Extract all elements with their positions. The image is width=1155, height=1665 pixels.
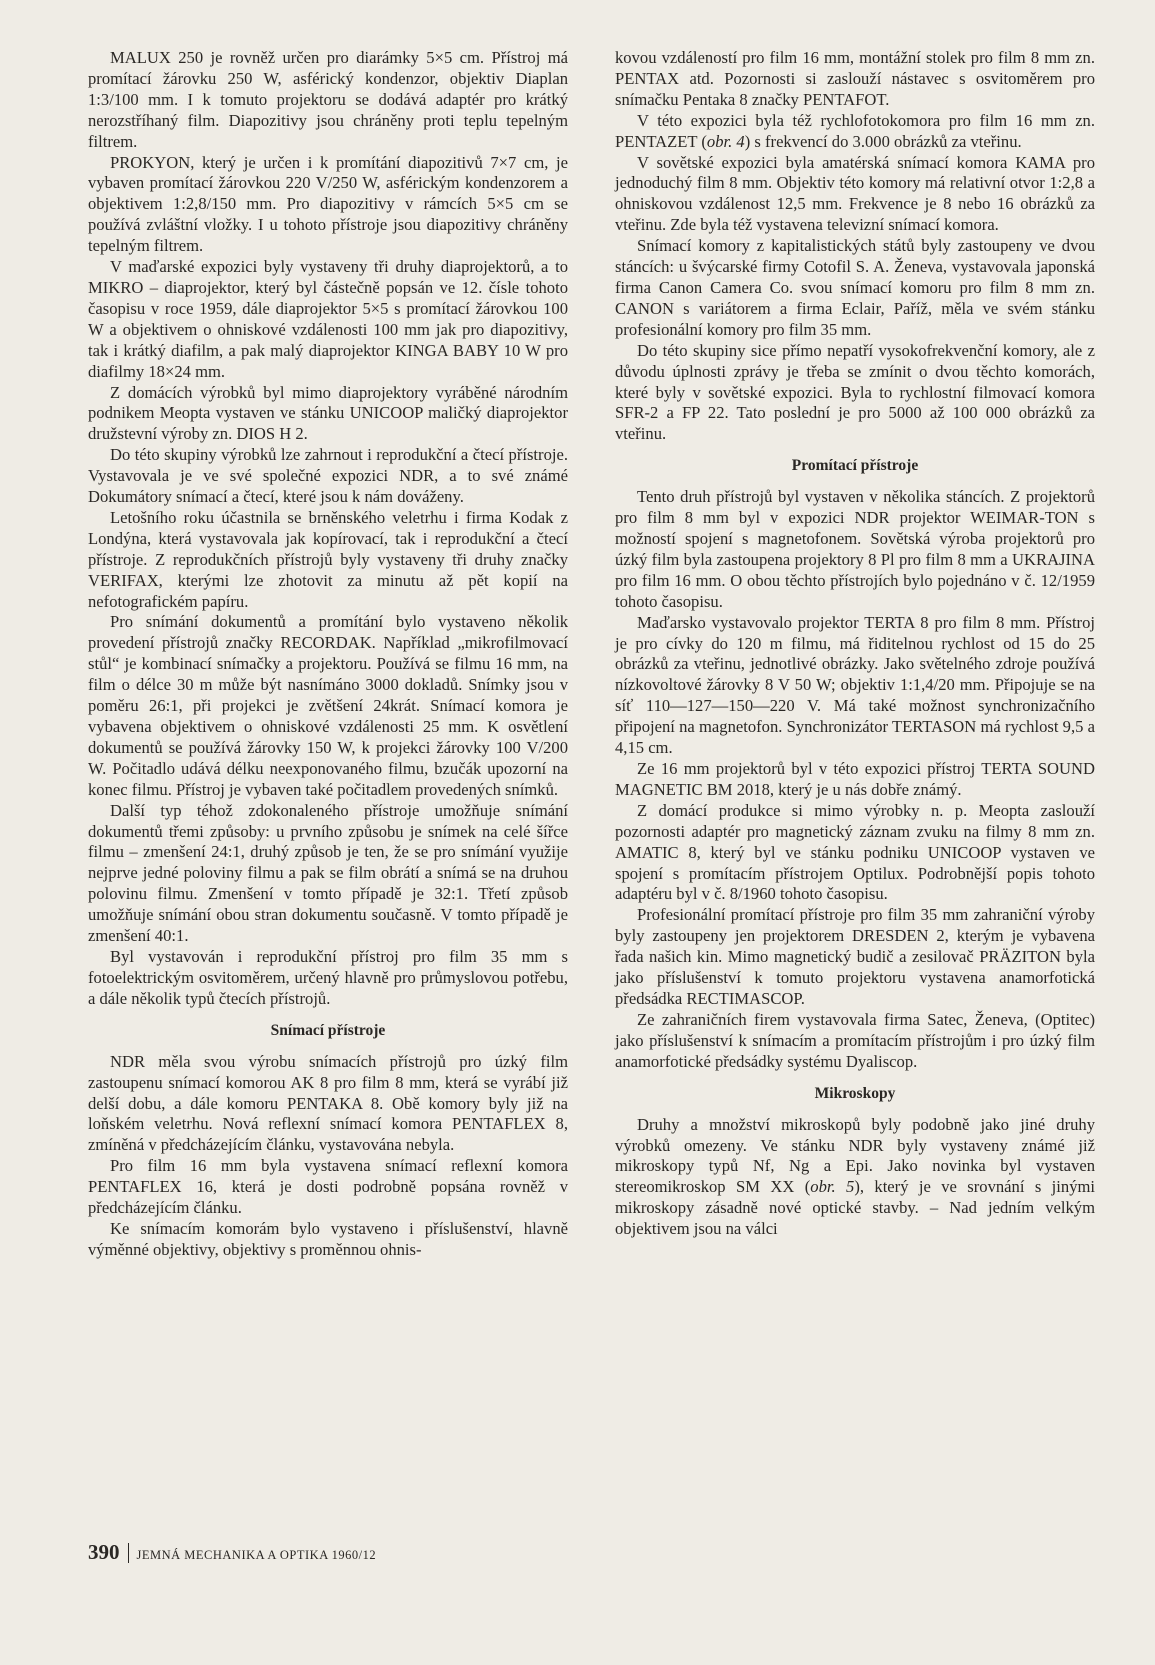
paragraph: Snímací komory z kapitalistických států byly zastoupeny ve dvou stáncích: u švýcarské firmy Cotofil S. A. Ženeva, vystavovala japonská firma Canon Camera Co. svou snímací komoru pro film 8 mm zn. CANON s variátorem a firma Eclair, Paříž, měla ve svém stánku profesionální komory pro film 35 mm. [615,236,1095,339]
paragraph: Ze 16 mm projektorů byl v této expozici přístroj TERTA SOUND MAGNETIC BM 2018, který je u nás dobře známý. [615,759,1095,799]
paragraph: Do této skupiny sice přímo nepatří vysokofrekvenční komory, ale z důvodu úplnosti zprávy je třeba se zmínit o dvou těchto komorách, které byly v sovětské expozici. Byla to rychlostní filmovací komora SFR-2 a FP 22. Tato poslední je pro 5000 až 100 000 obrázků za vteřinu. [615,340,1095,444]
paragraph: Z domácích výrobků byl mimo diaprojektory vyráběné národním podnikem Meopta vystaven ve stánku UNICOOP maličký diaprojektor družstevní výroby zn. DIOS H 2. [88,382,568,444]
paragraph: Tento druh přístrojů byl vystaven v několika stáncích. Z projektorů pro film 8 mm byl v expozici NDR projektor WEIMAR-TON s možností spojení s magnetofonem. Sovětská výroba projektorů pro úzký film byla zastoupena projektory 8 Pl pro film 8 mm a UKRAJINA pro film 16 mm. O obou těchto přístrojích bylo pojednáno v č. 12/1959 tohoto časopisu. [615,487,1095,611]
footer-divider [128,1543,129,1563]
paragraph: Z domácí produkce si mimo výrobky n. p. Meopta zaslouží pozornosti adaptér pro magnetický záznam zvuku na filmy 8 mm zn. AMATIC 8, který byl ve stánku podniku UNICOOP vystaven ve spojení s promítacím přístrojem Optilux. Podrobnější popis tohoto adaptéru byl v č. 8/1960 tohoto časopisu. [615,800,1095,904]
paragraph: kovou vzdáleností pro film 16 mm, montážní stolek pro film 8 mm zn. PENTAX atd. Pozornosti si zaslouží nástavec s osvitoměrem pro snímačku Pentaka 8 značky PENTAFOT. [615,48,1095,109]
paragraph: Letošního roku účastnila se brněnského veletrhu i firma Kodak z Londýna, která vystavovala jak kopírovací, tak i reprodukční a čtecí přístroje. Z reprodukčních přístrojů byly vystaveny tři druhy značky VERIFAX, kterými lze zhotovit za minutu až pět kopií na nefotografickém papíru. [88,507,568,611]
text-run: ), který je ve srovnání s jinými mikroskopy zásadně nové optické stavby. – Nad jedním velkým objektivem jsou na válci [615,1177,1096,1239]
paragraph: Ke snímacím komorám bylo vystaveno i příslušenství, hlavně výměnné objektivy, objektivy s proměnnou ohnis- [88,1218,568,1259]
paragraph [615,1115,1095,1240]
figure-reference: obr. 5 [810,1177,855,1197]
right-text-column [615,48,1095,1240]
paragraph: Do této skupiny výrobků lze zahrnout i reprodukční a čtecí přístroje. Vystavovala je ve své společné expozici NDR, a to své známé Dokumátory snímací a čtecí, které jsou k nám dováženy. [88,445,568,507]
text-run: V této expozici byla též rychlofotokomora pro film 16 mm zn. PENTAZET ( [615,110,1095,151]
paragraph: V sovětské expozici byla amatérská snímací komora KAMA pro jednoduchý film 8 mm. Objektiv této komory má relativní otvor 1:2,8 a ohniskovou vzdálenost 12,5 mm. Frekvence je 8 nebo 16 obrázků za vteřinu. Zde byla též vystavena televizní snímací komora. [615,152,1095,235]
paragraph: Profesionální promítací přístroje pro film 35 mm zahraniční výroby byly zastoupeny jen projektorem DRESDEN 2, kterým je vybavena řada našich kin. Mimo magnetický budič a zesilovač PRÄZITON byla jako příslušenství k tomuto projektoru vystavena anamorfotická předsádka RECTIMASCOP. [615,905,1095,1008]
paragraph: Pro snímání dokumentů a promítání bylo vystaveno několik provedení přístrojů značky RECORDAK. Například „mikrofilmovací stůl“ je kombinací snímačky a projektoru. Používá se filmu 16 mm, na film o délce 30 m může být nasnímáno 3000 dokladů. Snímky jsou v poměru 26:1, při projekci je zvětšení 24krát. Snímací komora je vybavena objektivem o ohniskové vzdálenosti 25 mm. K osvětlení dokumentů se používá žárovky 150 W, k projekci žárovky 100 V/200 W. Počitadlo udává délku neexponovaného filmu, bzučák upozorní na konec filmu. Přístroj je vybaven také počitadlem provedených snímků. [88,612,568,799]
section-heading: Promítací přístroje [791,457,919,475]
paragraph: Byl vystavován i reprodukční přístroj pro film 35 mm s fotoelektrickým osvitoměrem, určený hlavně pro průmyslovou potřebu, a dále několik typů čtecích přístrojů. [88,946,568,1008]
paragraph [615,111,1095,153]
figure-reference: obr. 4 [706,131,745,151]
text-run: ) s frekvencí do 3.000 obrázků za vteřinu. [744,131,1022,151]
text-run: Druhy a množství mikroskopů byly podobně jako jiné druhy výrobků omezeny. Ve stánku NDR byly vystaveny známé již mikroskopy typů Nf, Ng a Epi. Jako novinka byl vystaven stereomikroskop SM XX ( [615,1114,1095,1197]
left-text-column [88,48,568,1261]
section-heading: Mikroskopy [814,1084,896,1102]
paragraph: Další typ téhož zdokonaleného přístroje umožňuje snímání dokumentů třemi způsoby: u prvního způsobu je snímek na celé šířce filmu – zmenšení 24:1, druhý způsob je ten, že se pro snímání využije nejprve jedné poloviny filmu a pak se film obrátí a snímá se na druhou polovinu filmu. Zmenšení v tomto případě je 32:1. Třetí způsob umožňuje snímání obou stran dokumentu současně. V tomto případě je zmenšení 40:1. [88,800,568,946]
paragraph: Maďarsko vystavovalo projektor TERTA 8 pro film 8 mm. Přístroj je pro cívky do 120 m filmu, má řiditelnou rychlost od 15 do 25 obrázků za vteřinu, jednotlivé obrázky. Jako světelného zdroje používá nízkovoltové žárovky 8 V 50 W; objektiv 1:1,4/20 mm. Připojuje se na síť 110—127—150—220 V. Má také možnost synchronizačního připojení na magnetofon. Synchronizátor TERTASON má rychlost 9,5 a 4,15 cm. [615,612,1095,758]
page-number: 390 [88,1540,120,1564]
paragraph: Ze zahraničních firem vystavovala firma Satec, Ženeva, (Optitec) jako příslušenství k snímacím a promítacím přístrojům i pro úzký film anamorfotické předsádky systému Dyaliscop. [615,1009,1095,1071]
section-heading: Snímací přístroje [270,1021,386,1039]
paragraph: Pro film 16 mm byla vystavena snímací reflexní komora PENTAFLEX 16, která je dosti podrobně popsána rovněž v předcházejícím článku. [88,1156,568,1218]
page-footer [88,1540,376,1565]
paragraph: NDR měla svou výrobu snímacích přístrojů pro úzký film zastoupenu snímací komorou AK 8 pro film 8 mm, která se vyrábí již delší dobu, a dále komoru PENTAKA 8. Obě komory byly již na loňském veletrhu. Nová reflexní snímací komora PENTAFLEX 8, zmíněná v předcházejícím článku, vystavována nebyla. [88,1051,568,1155]
paragraph: MALUX 250 je rovněž určen pro diarámky 5×5 cm. Přístroj má promítací žárovku 250 W, asférický kondenzor, objektiv Diaplan 1:3/100 mm. I k tomuto projektoru se dodává adaptér pro krátký nerozstříhaný film. Diapozitivy jsou chráněny proti teplu tepelným filtrem. [88,48,568,151]
journal-title: JEMNÁ MECHANIKA A OPTIKA 1960/12 [136,1548,377,1562]
paragraph: V maďarské expozici byly vystaveny tři druhy diaprojektorů, a to MIKRO – diaprojektor, který byl částečně popsán ve 12. čísle tohoto časopisu v roce 1959, dále diaprojektor 5×5 s promítací žárovkou 100 W a objektivem o ohniskové vzdálenosti 100 mm jak pro diapozitivy, tak i krátký diafilm, a pak malý diaprojektor KINGA BABY 10 W pro diafilmy 18×24 mm. [88,257,568,381]
paragraph: PROKYON, který je určen i k promítání diapozitivů 7×7 cm, je vybaven promítací žárovkou 220 V/250 W, asférickým kondenzorem a objektivem 1:2,8/150 mm. Pro diapozitivy v rámcích 5×5 cm se používá zvláštní vložky. I u tohoto přístroje jsou diapozitivy chráněny tepelným filtrem. [88,152,568,256]
